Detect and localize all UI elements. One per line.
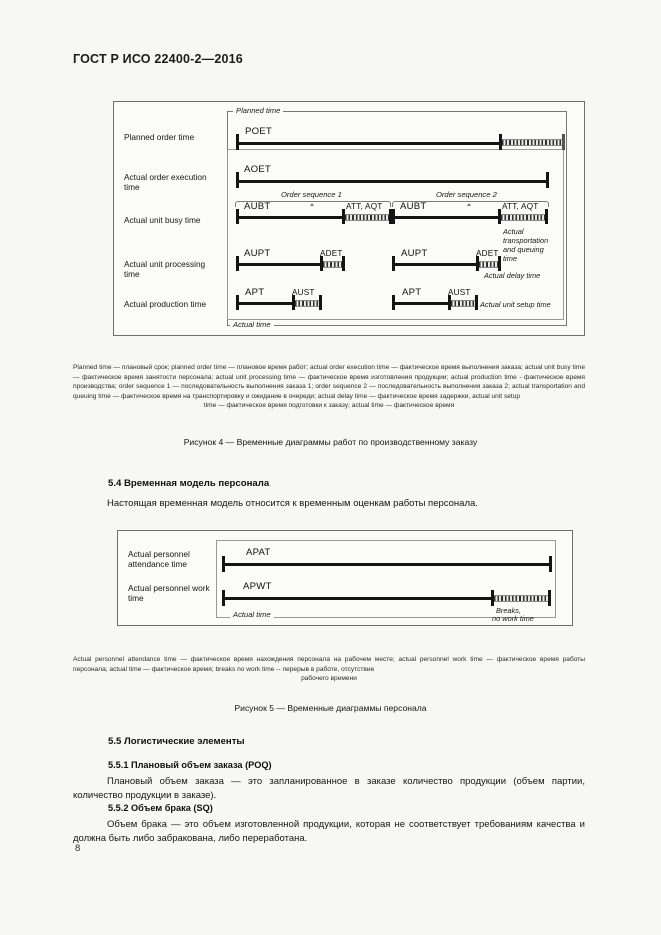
fig4-note-actual-unit-setup-time: Actual unit setup time (480, 300, 551, 309)
fig4-row-label-actual-unit-busy-time: Actual unit busy time (124, 215, 201, 225)
fig4-cap-aupt-2-start (392, 256, 395, 271)
fig4-hatch-aust-1 (295, 300, 319, 307)
fig5-row-label-attendance-line2: attendance time (128, 559, 188, 569)
paragraph-5-4: Настоящая временная модель относится к временным оценкам работы персонала. (107, 498, 478, 509)
fig5-bar-apat (224, 563, 550, 566)
fig4-hatch-att-aqt-2 (501, 214, 545, 221)
fig5-bar-apwt (224, 597, 492, 600)
fig4-hatch-adet-2 (479, 261, 498, 268)
fig4-row-label-planned-order-time: Planned order time (124, 132, 195, 142)
fig4-cap-poet-tail-end (562, 134, 565, 150)
fig4-label-aust-2: AUST (448, 288, 471, 297)
heading-5-5-2: 5.5.2 Объем брака (SQ) (108, 803, 213, 813)
fig4-label-apt-2: APT (402, 287, 422, 298)
fig4-row-label-actual-production-time: Actual production time (124, 299, 207, 309)
heading-5-5: 5.5 Логистические элементы (108, 736, 245, 747)
fig5-label-apwt: APWT (243, 581, 272, 592)
fig5-row-label-work-line1: Actual personnel work (128, 583, 210, 593)
fig4-label-poet: POET (245, 126, 272, 137)
fig5-note-breaks-line2: no work time (492, 614, 534, 623)
fig4-bar-aupt-2 (394, 263, 478, 266)
fig4-bar-aubt-2 (394, 216, 500, 219)
fig5-cap-apwt-start (222, 590, 225, 606)
fig5-actual-time-caption: Actual time (230, 610, 274, 619)
fig4-bar-poet (238, 142, 500, 145)
fig4-order-sequence-1-label: Order sequence 1 (281, 190, 342, 199)
fig4-label-aubt-2: AUBT (400, 201, 427, 212)
fig4-label-apt-1: APT (245, 287, 265, 298)
fig4-label-aubt-1: AUBT (244, 201, 271, 212)
fig4-cap-aubt-2-start (392, 209, 395, 224)
paragraph-5-5-1: Плановый объем заказа — это запланированное в заказе количество продукции (объем партии, количество продукции в заказе). (73, 776, 585, 801)
figure-5-legend (73, 655, 585, 684)
fig4-row-label-actual-order-execution-time-line2: time (124, 182, 140, 192)
fig4-label-adet-1: ADET (320, 249, 343, 258)
fig4-note-transportation-line4: time (503, 254, 517, 263)
document-header: ГОСТ Р ИСО 22400-2—2016 (73, 52, 243, 66)
fig5-hatch-breaks (494, 595, 548, 602)
figure-4-legend-text: Planned time — плановый срок; planned order time — плановое время работ; actual order execution time — фактическое время выполнения заказа; actual unit busy time — фактическое время занятости персонала; actual unit processing time — фактическое время изготовления продукции; actual production time - фактическое время производства; order sequence 1 — последовательность выполнения заказа 1; order sequence 2 — последовательность выполнения заказа 2; actual transportation and queuing time — фактическое время на транспортировку и ожидание в очереди; actual delay time — фактическое время задержки, actual unit setup (73, 364, 585, 400)
fig4-label-att-aqt-2: ATT, AQT (502, 202, 539, 211)
fig4-label-aupt-1: AUPT (244, 248, 271, 259)
fig5-row-label-attendance-line1: Actual personnel (128, 549, 190, 559)
figure-4-legend-last-line: time — фактическое время подготовки к заказу; actual time — фактическое время (203, 402, 455, 410)
page-number: 8 (75, 843, 81, 854)
fig4-cap-adet-1-end (342, 256, 345, 271)
fig4-bar-aupt-1 (238, 263, 322, 266)
paragraph-5-5-2: Объем брака — это объем изготовленной продукции, которая не соответствует требованиям качества и должна быть либо забракована, либо переработана. (73, 819, 585, 844)
fig4-cap-aupt-1-start (236, 256, 239, 271)
fig4-cap-aoet-start (236, 172, 239, 188)
fig4-label-att-aqt-1: ATT, AQT (346, 202, 383, 211)
fig4-label-aupt-2: AUPT (401, 248, 428, 259)
fig4-cap-aust-2-end (475, 295, 478, 310)
fig5-label-apat: APAT (246, 547, 271, 558)
fig4-row-label-actual-order-execution-time-line1: Actual order execution (124, 172, 207, 182)
fig4-cap-apt-1-start (236, 295, 239, 310)
fig4-order-sequence-1-tick (310, 203, 314, 206)
fig4-note-actual-delay-time: Actual delay time (484, 271, 541, 280)
fig4-cap-aoet-end (546, 172, 549, 188)
fig5-row-label-work-line2: time (128, 593, 144, 603)
fig4-actual-time-caption: Actual time (230, 320, 274, 329)
fig4-hatch-adet-1 (323, 261, 342, 268)
fig4-label-adet-2: ADET (476, 249, 499, 258)
figure-5-title: Рисунок 5 — Временные диаграммы персонала (234, 703, 427, 713)
fig4-cap-poet-start (236, 134, 239, 150)
fig4-note-transportation-line1: Actual (503, 227, 524, 236)
fig4-bar-apt-1 (238, 302, 294, 305)
heading-5-5-1: 5.5.1 Плановый объем заказа (POQ) (108, 760, 272, 770)
heading-5-4: 5.4 Временная модель персонала (108, 478, 270, 489)
fig4-hatch-aust-2 (451, 300, 475, 307)
fig4-bar-aubt-1 (238, 216, 344, 219)
fig4-row-label-actual-unit-processing-time-line2: time (124, 269, 140, 279)
figure-5-legend-text: Actual personnel attendance time — фактическое время нахождения персонала на рабочем месте; actual personnel work time — фактическое время работы персонала; actual time — фактическое время; breaks no work time -- перерыв в работе, отсутствие (73, 656, 585, 673)
figure-4-diagram (113, 101, 585, 336)
fig5-cap-breaks-end (548, 590, 551, 606)
fig4-hatch-att-aqt-1 (345, 214, 389, 221)
fig4-order-sequence-2-tick (467, 203, 471, 206)
fig4-cap-aubt-1-start (236, 209, 239, 224)
fig4-label-aoet: AOET (244, 164, 271, 175)
fig4-cap-att-aqt-2-end (545, 209, 548, 224)
fig4-order-sequence-2-label: Order sequence 2 (436, 190, 497, 199)
figure-4-legend (73, 363, 585, 411)
figure-5-diagram (117, 530, 573, 626)
fig4-bar-apt-2 (394, 302, 450, 305)
figure-4-title: Рисунок 4 — Временные диаграммы работ по производственному заказу (183, 437, 478, 447)
fig4-row-label-actual-unit-processing-time-line1: Actual unit processing (124, 259, 206, 269)
fig5-note-breaks-line1: Breaks, (496, 606, 522, 615)
fig4-planned-time-caption: Planned time (233, 106, 283, 115)
fig4-note-transportation-line3: and queuing (503, 245, 544, 254)
fig4-cap-aust-1-end (319, 295, 322, 310)
fig5-cap-apat-start (222, 556, 225, 572)
fig4-label-aust-1: AUST (292, 288, 315, 297)
fig4-note-transportation-line2: transportation (503, 236, 549, 245)
fig4-cap-adet-2-end (498, 256, 501, 271)
fig5-cap-apat-end (549, 556, 552, 572)
fig4-hatch-poet-tail (502, 139, 563, 146)
fig4-bar-aoet (238, 180, 548, 183)
fig4-cap-apt-2-start (392, 295, 395, 310)
figure-5-legend-last-line: рабочего времени (301, 675, 357, 683)
